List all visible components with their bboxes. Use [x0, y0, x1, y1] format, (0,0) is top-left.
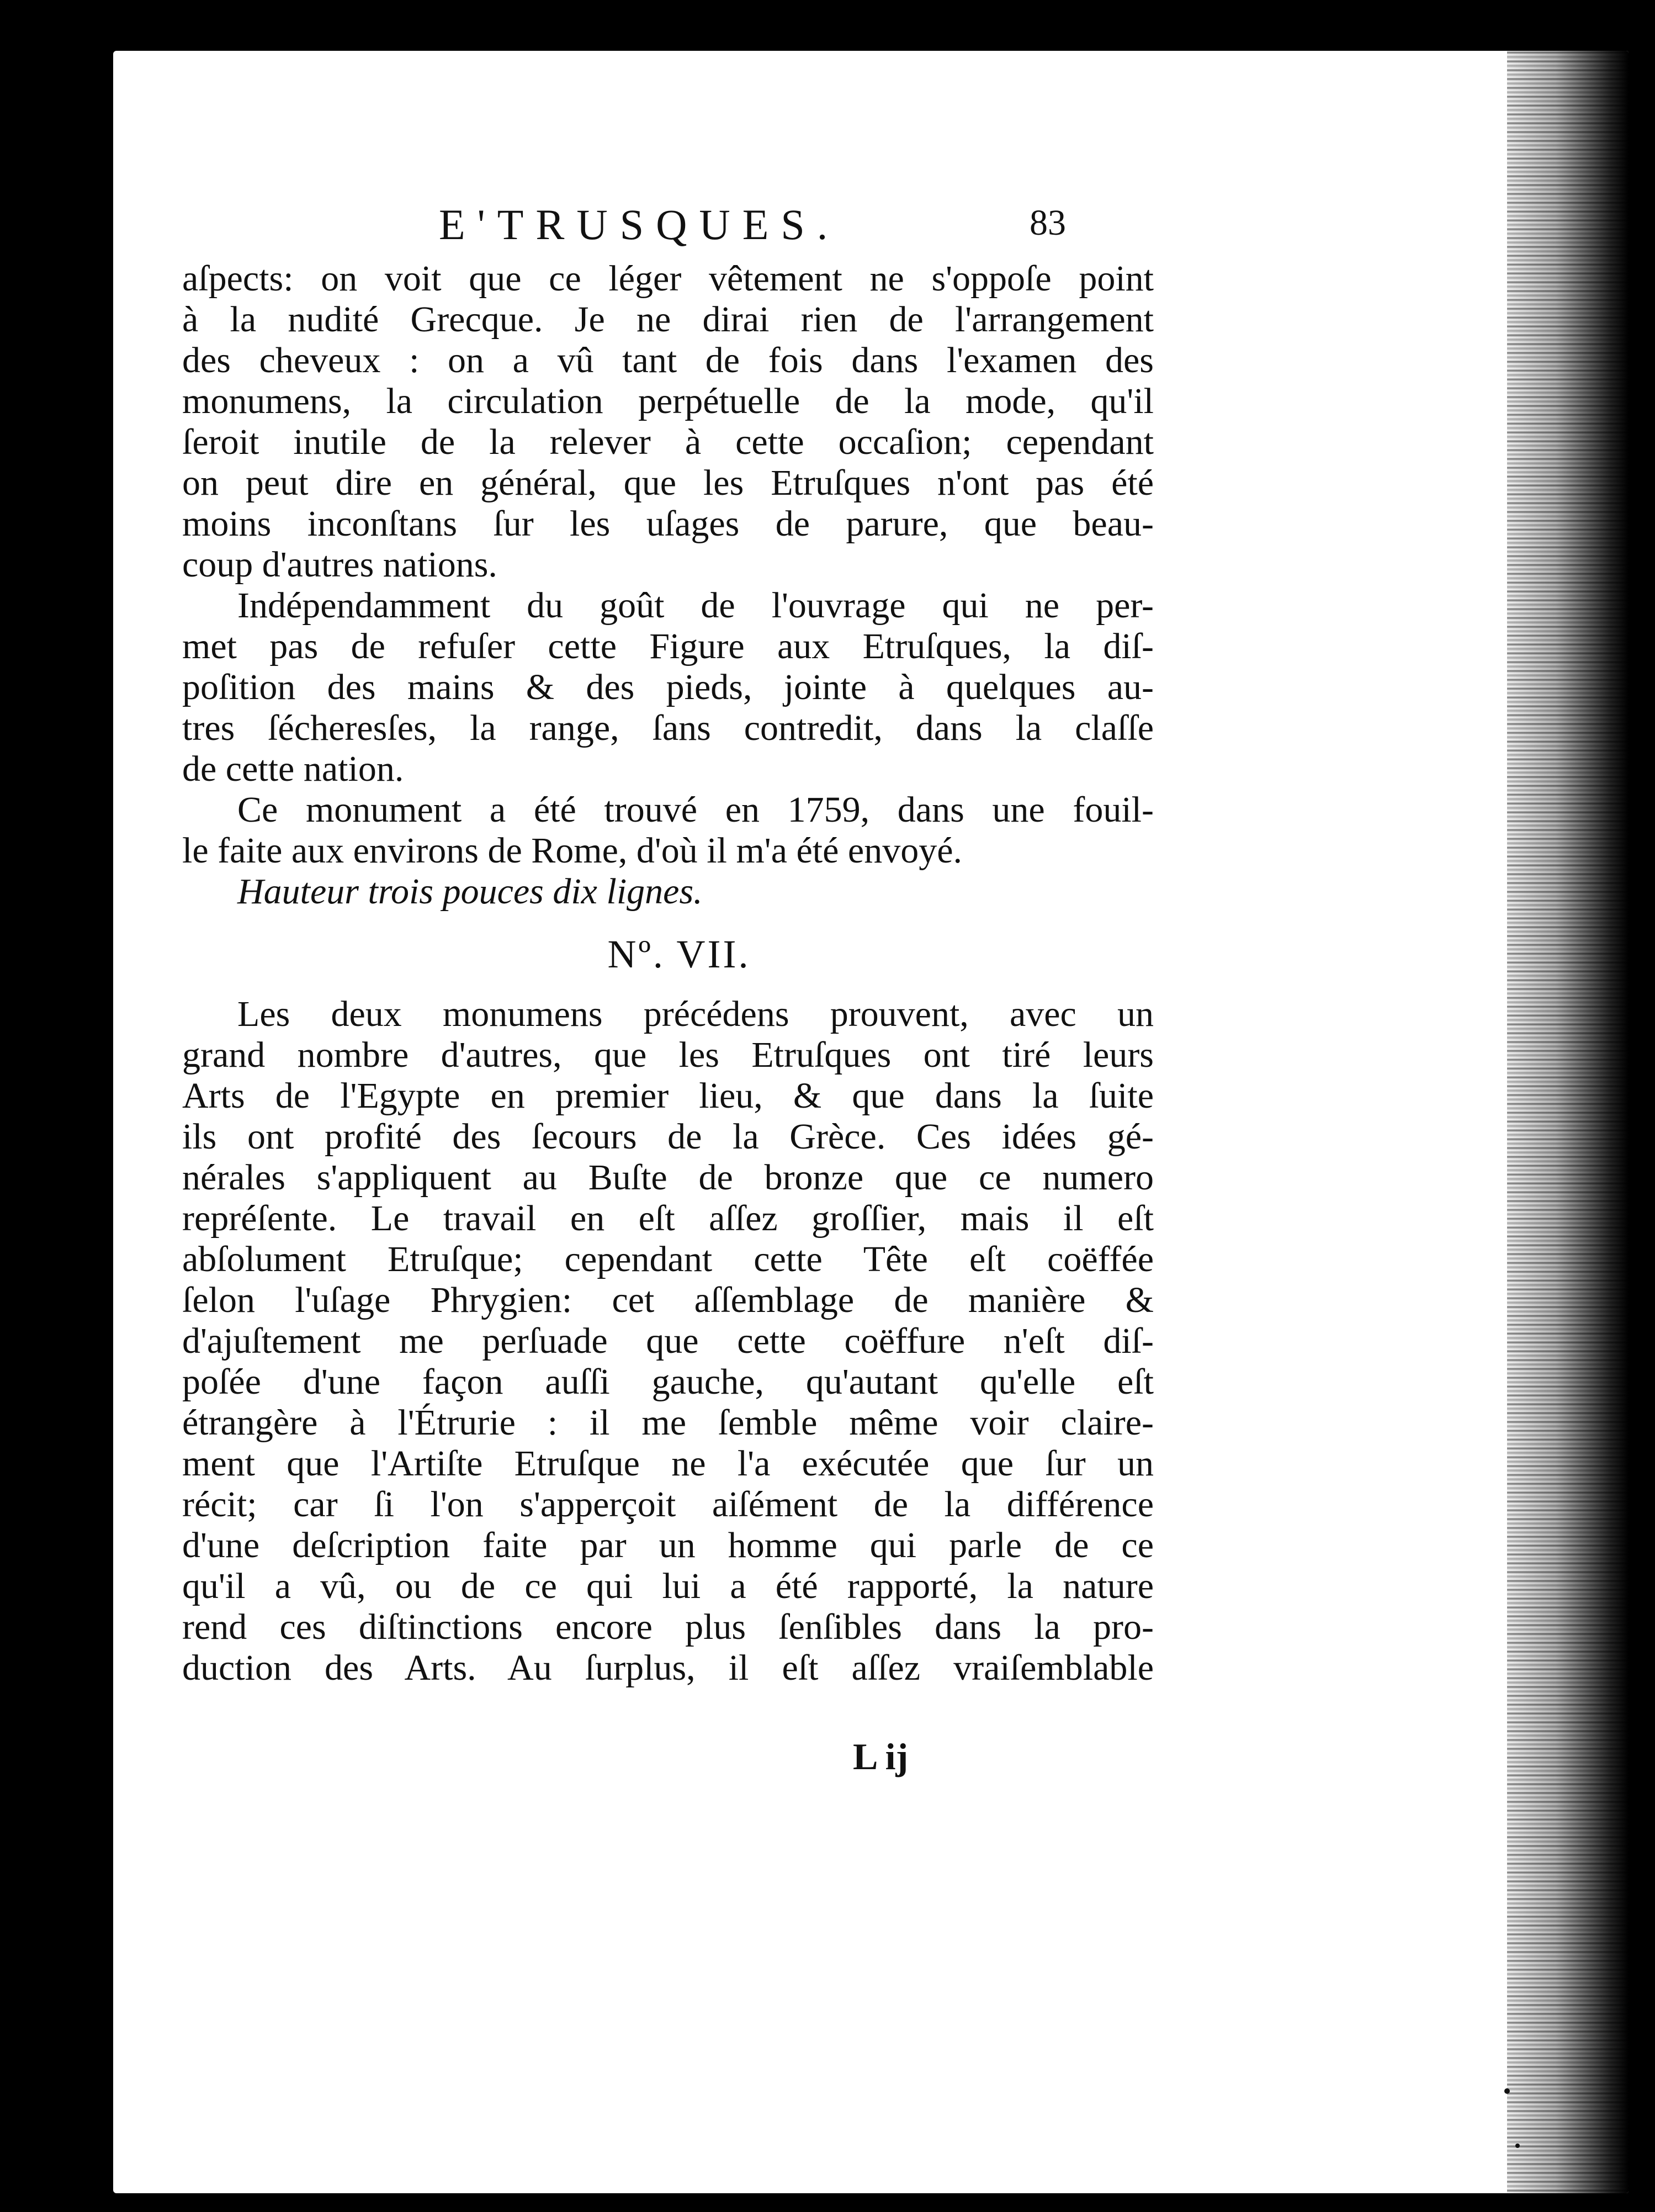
text-line: nérales s'appliquent au Buſte de bronze que ce numero: [182, 1157, 1154, 1198]
text-line: Ce monument a été trouvé en 1759, dans une fouil-: [237, 790, 1154, 830]
text-line: étrangère à l'Étrurie : il me ſemble même voir claire-: [182, 1403, 1154, 1443]
text-line: d'une deſcription faite par un homme qui parle de ce: [182, 1525, 1154, 1565]
text-line: ſelon l'uſage Phrygien: cet aſſemblage de manière &: [182, 1280, 1154, 1320]
text-line: Indépendamment du goût de l'ouvrage qui ne per-: [237, 585, 1154, 626]
text-line: abſolument Etruſque; cependant cette Tête eſt coëffée: [182, 1239, 1154, 1279]
dimension-note: Hauteur trois pouces dix lignes.: [237, 871, 703, 912]
text-line: Arts de l'Egypte en premier lieu, & que dans la ſuite: [182, 1076, 1154, 1116]
text-line: de cette nation.: [182, 749, 404, 789]
text-line: qu'il a vû, ou de ce qui lui a été rapporté, la nature: [182, 1566, 1154, 1606]
scan-edge-shadow: [1507, 51, 1629, 2193]
text-line: on peut dire en général, que les Etruſques n'ont pas été: [182, 463, 1154, 503]
signature-mark: L ij: [853, 1735, 909, 1777]
running-head-title: E'TRUSQUES.: [439, 200, 840, 248]
text-line: récit; car ſi l'on s'apperçoit aiſément de la différence: [182, 1484, 1154, 1525]
section-heading: Nº. VII.: [607, 932, 751, 976]
text-line: des cheveux : on a vû tant de fois dans l'examen des: [182, 340, 1154, 380]
text-line: d'ajuſtement me perſuade que cette coëffure n'eſt diſ-: [182, 1321, 1154, 1361]
body-text: [182, 258, 1154, 1689]
text-line: coup d'autres nations.: [182, 544, 497, 585]
running-head: [113, 200, 1629, 266]
text-line: repréſente. Le travail en eſt aſſez groſſier, mais il eſt: [182, 1198, 1154, 1239]
text-line: ment que l'Artiſte Etruſque ne l'a exécutée que ſur un: [182, 1443, 1154, 1484]
text-line: met pas de refuſer cette Figure aux Etruſques, la diſ-: [182, 626, 1154, 666]
text-line: à la nudité Grecque. Je ne dirai rien de l'arrangement: [182, 299, 1154, 340]
text-line: ils ont profité des ſecours de la Grèce. Ces idées gé-: [182, 1116, 1154, 1157]
text-line: le faite aux environs de Rome, d'où il m'a été envoyé.: [182, 830, 963, 871]
text-line: poſée d'une façon auſſi gauche, qu'autant qu'elle eſt: [182, 1362, 1154, 1402]
text-line: aſpects: on voit que ce léger vêtement ne s'oppoſe point: [182, 258, 1154, 299]
text-line: grand nombre d'autres, que les Etruſques ont tiré leurs: [182, 1035, 1154, 1075]
text-line: duction des Arts. Au ſurplus, il eſt aſſez vraiſemblable: [182, 1648, 1154, 1688]
text-line: tres ſécheresſes, la range, ſans contredit, dans la claſſe: [182, 708, 1154, 748]
book-page: [113, 51, 1629, 2193]
page-number: 83: [1030, 203, 1066, 243]
scan-speck: [1515, 2144, 1520, 2148]
scan-speck: [1504, 2088, 1510, 2094]
text-line: poſition des mains & des pieds, jointe à quelques au-: [182, 667, 1154, 707]
text-line: Les deux monumens précédens prouvent, avec un: [237, 994, 1154, 1034]
text-line: rend ces diſtinctions encore plus ſenſibles dans la pro-: [182, 1607, 1154, 1647]
text-line: moins inconſtans ſur les uſages de parure, que beau-: [182, 504, 1154, 544]
text-line: monumens, la circulation perpétuelle de la mode, qu'il: [182, 381, 1154, 421]
text-line: ſeroit inutile de la relever à cette occaſion; cependant: [182, 422, 1154, 462]
